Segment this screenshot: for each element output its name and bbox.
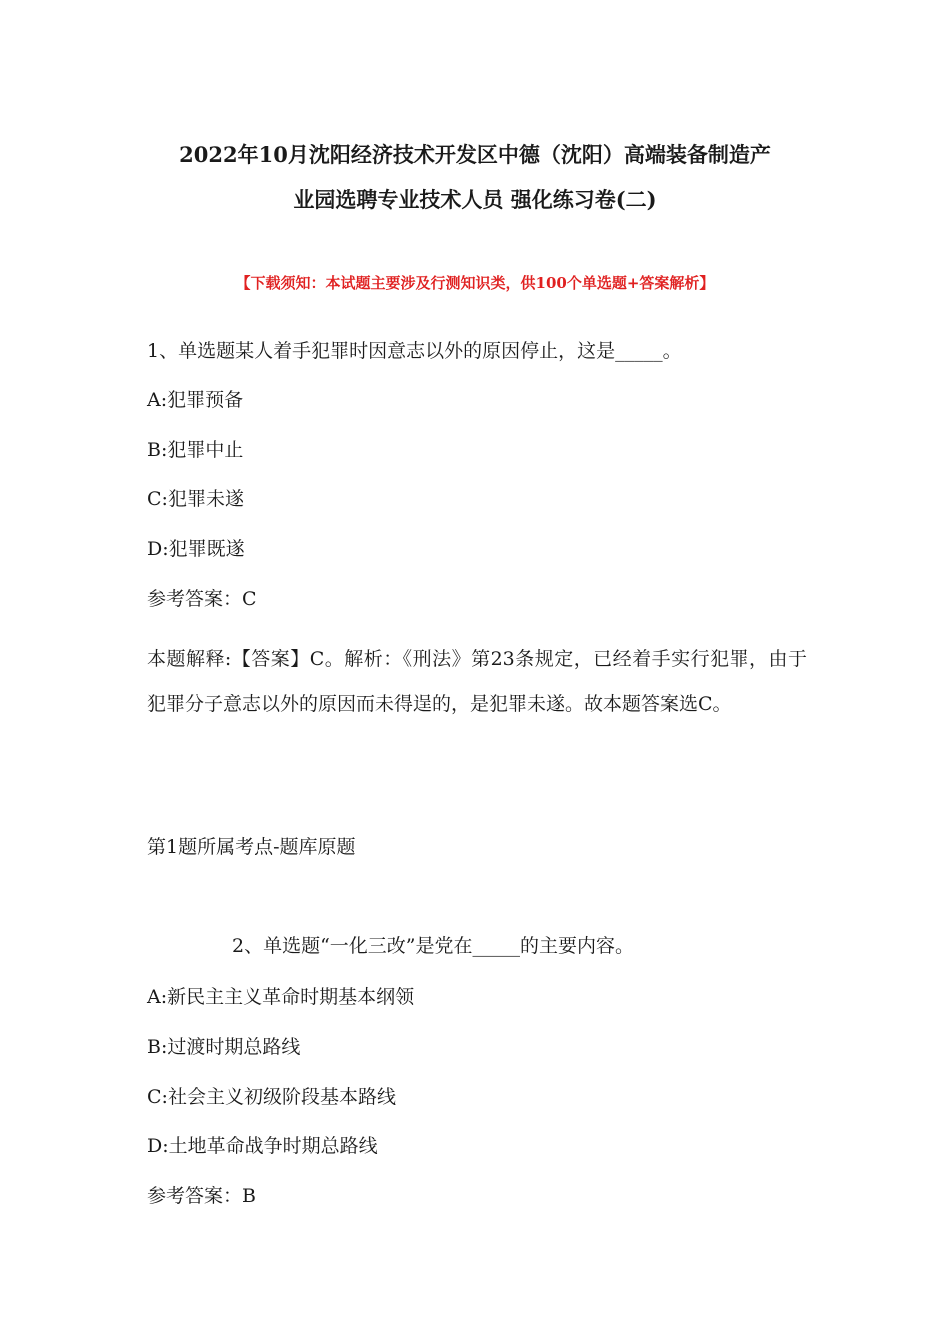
question-2-option-c: C:社会主义初级阶段基本路线: [147, 1086, 396, 1108]
document-title-line-2: 业园选聘专业技术人员 强化练习卷(二): [293, 187, 657, 212]
question-2-option-d: D:土地革命战争时期总路线: [147, 1135, 378, 1157]
question-1-option-a: A:犯罪预备: [147, 389, 244, 411]
question-2-stem: 2、单选题“一化三改”是党在_____的主要内容。: [232, 935, 635, 957]
question-1-option-c: C:犯罪未遂: [147, 488, 244, 510]
question-2-option-a: A:新民主主义革命时期基本纲领: [147, 986, 415, 1008]
question-1-stem: 1、单选题某人着手犯罪时因意志以外的原因停止，这是_____。: [147, 340, 682, 362]
download-notice: 【下载须知：本试题主要涉及行测知识类，供100个单选题+答案解析】: [235, 274, 715, 292]
question-1-option-b: B:犯罪中止: [147, 439, 244, 461]
question-2-answer: 参考答案：B: [147, 1185, 256, 1207]
question-1-answer: 参考答案：C: [147, 588, 257, 610]
document-title-line-1: 2022年10月沈阳经济技术开发区中德（沈阳）高端装备制造产: [179, 142, 771, 167]
question-1-explanation: 本题解释:【答案】C。解析：《刑法》第23条规定，已经着手实行犯罪，由于犯罪分子意志以外的原因而未得逞的，是犯罪未遂。故本题答案选C。: [147, 648, 807, 715]
question-2-option-b: B:过渡时期总路线: [147, 1036, 301, 1058]
question-1-source: 第1题所属考点-题库原题: [147, 836, 356, 858]
question-1-option-d: D:犯罪既遂: [147, 538, 245, 560]
